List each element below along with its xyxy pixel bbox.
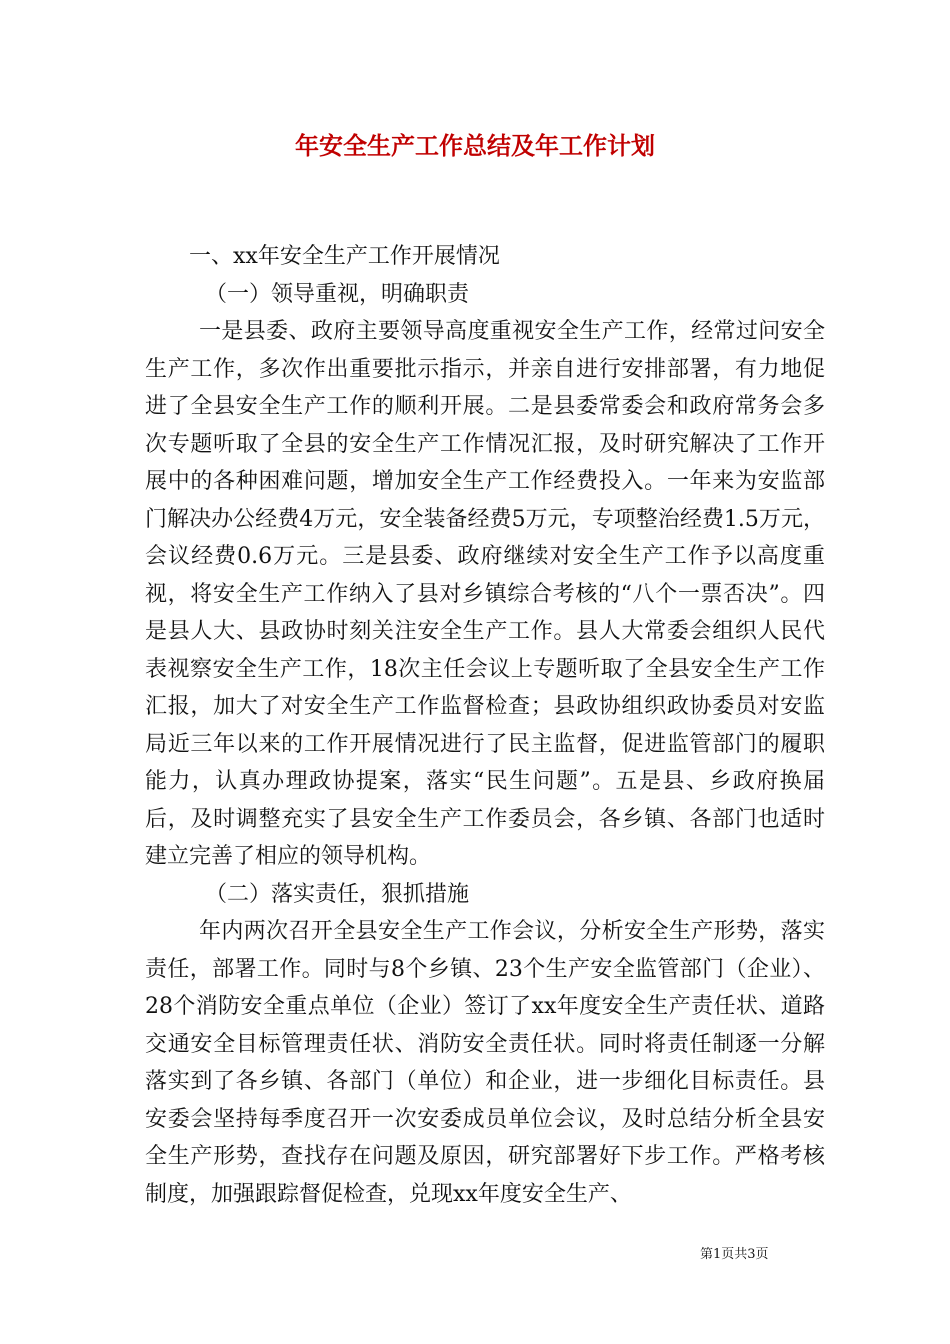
- document-body: [145, 238, 825, 1213]
- subsection-heading-leadership: （一）领导重视，明确职责: [205, 281, 470, 307]
- paragraph-responsibility: 年内两次召开全县安全生产工作会议，分析安全生产形势，落实责任，部署工作。同时与8个乡镇、23个生产安全监管部门（企业）、28个消防安全重点单位（企业）签订了xx年度安全生产责任状、道路交通安全目标管理责任状、消防安全责任状。同时将责任制逐一分解落实到了各乡镇、各部门（单位）和企业，进一步细化目标责任。县安委会坚持每季度召开一次安委成员单位会议，及时总结分析全县安全生产形势，查找存在问题及原因，研究部署好下步工作。严格考核制度，加强跟踪督促检查，兑现xx年度安全生产、: [145, 919, 825, 1207]
- paragraph-leadership: 一是县委、政府主要领导高度重视安全生产工作，经常过问安全生产工作，多次作出重要批示指示，并亲自进行安排部署，有力地促进了全县安全生产工作的顺利开展。二是县委常委会和政府常务会多次专题听取了全县的安全生产工作情况汇报，及时研究解决了工作开展中的各种困难问题，增加安全生产工作经费投入。一年来为安监部门解决办公经费4万元，安全装备经费5万元，专项整治经费1.5万元，会议经费0.6万元。三是县委、政府继续对安全生产工作予以高度重视，将安全生产工作纳入了县对乡镇综合考核的“八个一票否决”。四是县人大、县政协时刻关注安全生产工作。县人大常委会组织人民代表视察安全生产工作，18次主任会议上专题听取了全县安全生产工作汇报，加大了对安全生产工作监督检查；县政协组织政协委员对安监局近三年以来的工作开展情况进行了民主监督，促进监管部门的履职能力，认真办理政协提案，落实“民生问题”。五是县、乡政府换届后，及时调整充实了县安全生产工作委员会，各乡镇、各部门也适时建立完善了相应的领导机构。: [145, 319, 825, 869]
- page-number-footer: 第1页共3页: [700, 1247, 769, 1262]
- subsection-heading-responsibility: （二）落实责任，狠抓措施: [205, 881, 470, 907]
- document-title: 年安全生产工作总结及年工作计划: [295, 132, 655, 160]
- section-heading-1: 一、xx年安全生产工作开展情况: [189, 244, 500, 269]
